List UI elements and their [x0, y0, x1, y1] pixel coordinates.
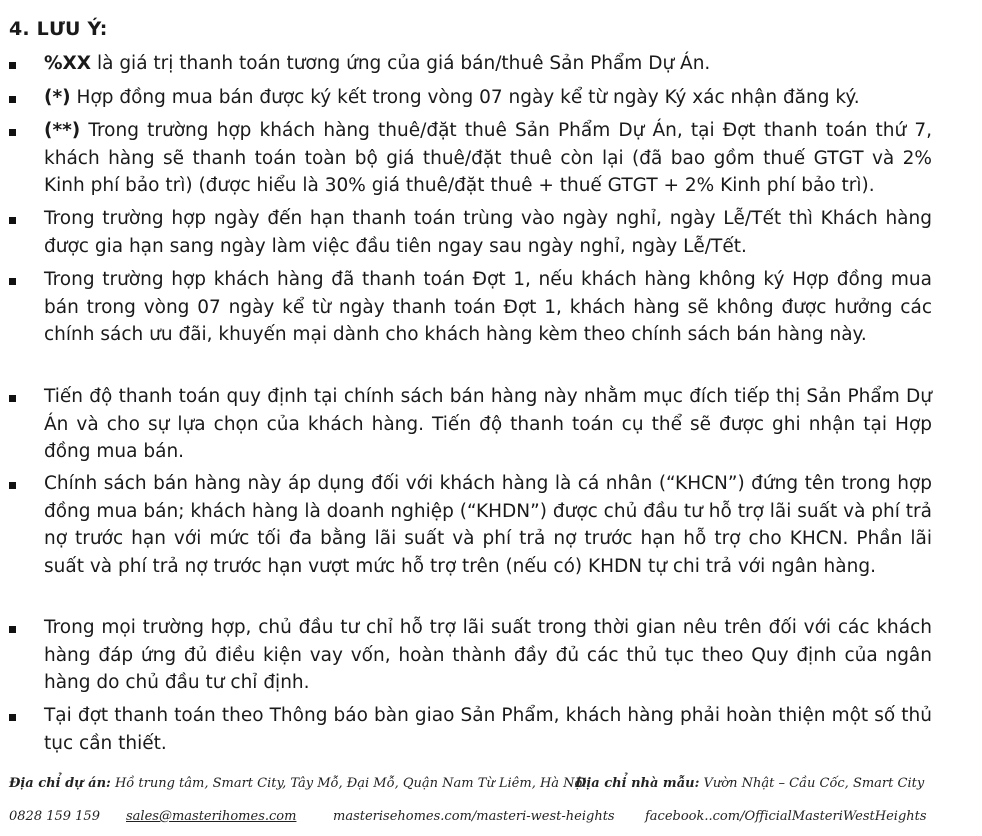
- bullet-marker: [9, 714, 16, 721]
- note-item: [44, 50, 932, 78]
- note-text: Trong trường hợp ngày đến hạn thanh toán trùng vào ngày nghỉ, ngày Lễ/Tết thì Khách hàng được gia hạn sang ngày làm việc đầu tiên ngay sau ngày nghỉ, ngày Lễ/Tết.: [44, 208, 932, 257]
- model-house-label: Địa chỉ nhà mẫu:: [575, 776, 700, 791]
- note-text: Tiến độ thanh toán quy định tại chính sách bán hàng này nhằm mục đích tiếp thị Sản Phẩm Dự Án và cho sự lựa chọn của khách hàng. Tiến độ thanh toán cụ thể sẽ được ghi nhận tại Hợp đồng mua bán.: [44, 386, 932, 462]
- note-text: Trong trường hợp khách hàng đã thanh toán Đợt 1, nếu khách hàng không ký Hợp đồng mua bán trong vòng 07 ngày kể từ ngày thanh toán Đợt 1, khách hàng sẽ không được hưởng các chính sách ưu đãi, khuyến mại dành cho khách hàng kèm theo chính sách bán hàng này.: [44, 269, 932, 345]
- project-address-value: Hồ trung tâm, Smart City, Tây Mỗ, Đại Mỗ, Quận Nam Từ Liêm, Hà Nội: [110, 776, 587, 791]
- bullet-marker: [9, 395, 16, 402]
- bullet-marker: [9, 96, 16, 103]
- note-item: [44, 84, 932, 112]
- bullet-marker: [9, 217, 16, 224]
- note-prefix: %XX: [44, 53, 92, 74]
- note-text: Chính sách bán hàng này áp dụng đối với khách hàng là cá nhân (“KHCN”) đứng tên trong hợp đồng mua bán; khách hàng là doanh nghiệp (“KHDN”) được chủ đầu tư hỗ trợ lãi suất và phí trả nợ trước hạn với mức tối đa bằng lãi suất và phí trả nợ trước hạn hỗ trợ cho KHCN. Phần lãi suất và phí trả nợ trước hạn vượt mức hỗ trợ trên (nếu có) KHDN tự chi trả với ngân hàng.: [44, 473, 932, 577]
- section-heading: 4. LƯU Ý:: [9, 18, 108, 40]
- note-item: [44, 702, 932, 757]
- note-item: [44, 266, 932, 349]
- note-text: Tại đợt thanh toán theo Thông báo bàn giao Sản Phẩm, khách hàng phải hoàn thiện một số thủ tục cần thiết.: [44, 705, 932, 754]
- website-link[interactable]: masterisehomes.com/masteri-west-heights: [333, 809, 615, 824]
- facebook-link[interactable]: facebook..com/OfficialMasteriWestHeights: [645, 809, 927, 824]
- model-house-address: [575, 776, 924, 791]
- note-text: Trong trường hợp khách hàng thuê/đặt thuê Sản Phẩm Dự Án, tại Đợt thanh toán thứ 7, khách hàng sẽ thanh toán toàn bộ giá thuê/đặt thuê còn lại (đã bao gồm thuế GTGT và 2% Kinh phí bảo trì) (được hiểu là 30% giá thuê/đặt thuê + thuế GTGT + 2% Kinh phí bảo trì).: [44, 120, 932, 196]
- note-item: [44, 614, 932, 697]
- bullet-marker: [9, 278, 16, 285]
- note-item: [44, 470, 932, 580]
- bullet-marker: [9, 626, 16, 633]
- note-item: [44, 205, 932, 260]
- project-address-label: Địa chỉ dự án:: [9, 776, 111, 791]
- note-text: Trong mọi trường hợp, chủ đầu tư chỉ hỗ trợ lãi suất trong thời gian nêu trên đối với các khách hàng đáp ứng đủ điều kiện vay vốn, hoàn thành đầy đủ các thủ tục theo Quy định của ngân hàng do chủ đầu tư chỉ định.: [44, 617, 932, 693]
- phone-number: 0828 159 159: [9, 809, 100, 824]
- project-address: [9, 776, 587, 791]
- note-item: [44, 383, 932, 466]
- note-item: [44, 117, 932, 200]
- model-house-value: Vườn Nhật – Cầu Cốc, Smart City: [699, 776, 925, 791]
- bullet-marker: [9, 62, 16, 69]
- note-text: là giá trị thanh toán tương ứng của giá bán/thuê Sản Phẩm Dự Án.: [91, 53, 711, 74]
- note-text: Hợp đồng mua bán được ký kết trong vòng 07 ngày kể từ ngày Ký xác nhận đăng ký.: [70, 87, 860, 108]
- email-link[interactable]: sales@masterihomes.com: [126, 809, 297, 824]
- note-prefix: (*): [44, 87, 71, 108]
- bullet-marker: [9, 129, 16, 136]
- note-prefix: (**): [44, 120, 81, 141]
- bullet-marker: [9, 482, 16, 489]
